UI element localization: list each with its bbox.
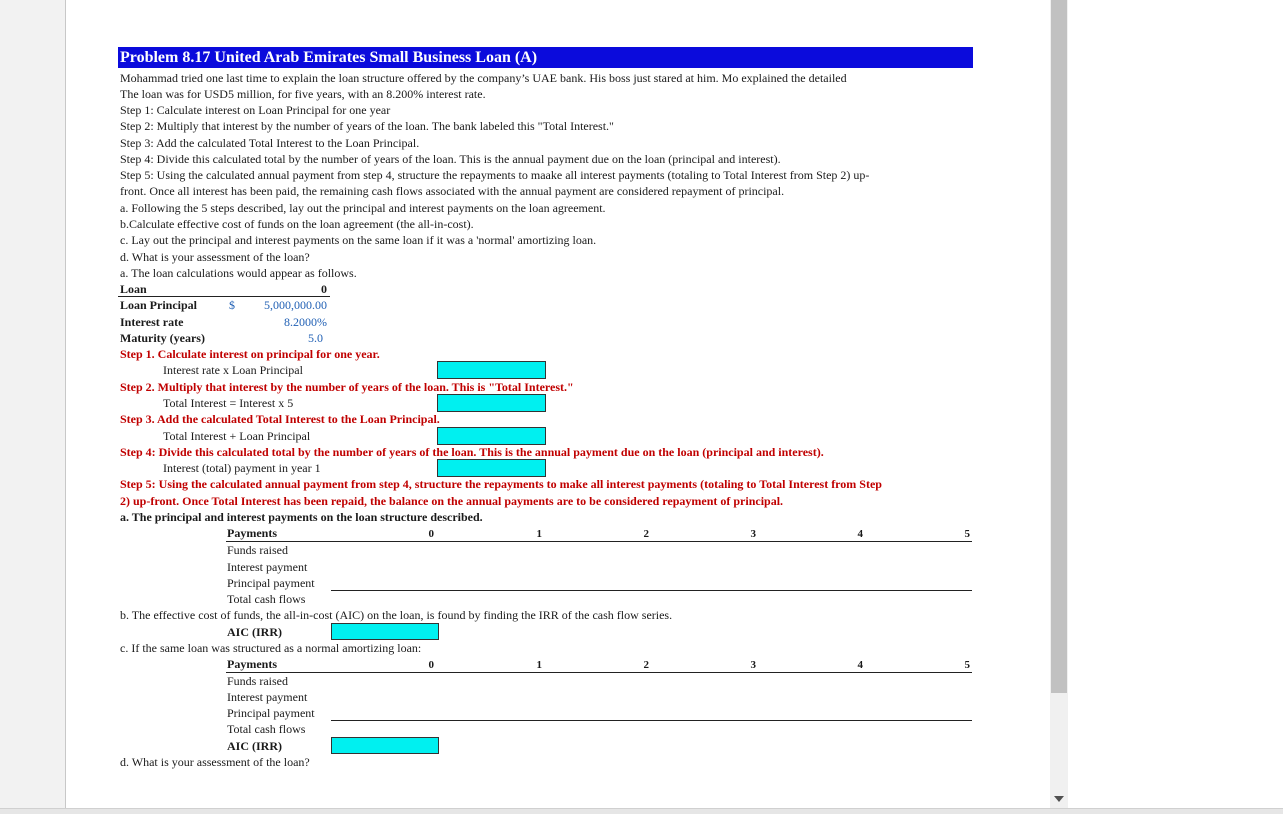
maturity-value: 5.0 [308, 331, 323, 345]
part-d-text: d. What is your assessment of the loan? [120, 755, 310, 769]
intro-line: c. Lay out the principal and interest payments on the same loan if it was a 'normal' amortizing loan. [120, 233, 597, 247]
table-a-year: 4 [857, 528, 863, 540]
intro-line: d. What is your assessment of the loan? [120, 250, 310, 264]
table-c-row-label: Interest payment [227, 690, 308, 704]
intro-line: Step 2: Multiply that interest by the number of years of the loan. The bank labeled this "Total Interest." [120, 119, 614, 133]
step5-line1: Step 5: Using the calculated annual payment from step 4, structure the repayments to make all interest payments (totaling to Total Interest from Step [120, 477, 882, 491]
table-a-year: 2 [643, 528, 649, 540]
step1-formula: Interest rate x Loan Principal [163, 363, 303, 377]
table-c-year: 5 [964, 659, 970, 671]
intro-line: Step 3: Add the calculated Total Interest to the Loan Principal. [120, 136, 420, 150]
part-c-text: c. If the same loan was structured as a normal amortizing loan: [120, 641, 422, 655]
step4-formula: Interest (total) payment in year 1 [163, 461, 321, 475]
bottom-edge [0, 808, 1283, 814]
intro-line: a. The loan calculations would appear as follows. [120, 266, 357, 280]
table-c-year: 3 [750, 659, 756, 671]
table-c-row-label: Funds raised [227, 674, 288, 688]
aic-answer-input[interactable] [331, 623, 439, 640]
table-c-year: 1 [536, 659, 542, 671]
divider [118, 296, 330, 297]
table-a-row-label: Principal payment [227, 576, 315, 590]
table-a-header-rule [226, 541, 972, 542]
step5-line2: 2) up-front. Once Total Interest has been repaid, the balance on the annual payments are to be considered repayment of principal. [120, 494, 784, 508]
table-c-row-label: Principal payment [227, 706, 315, 720]
table-c-row-label: Total cash flows [227, 722, 306, 736]
maturity-label: Maturity (years) [120, 331, 205, 345]
intro-line: The loan was for USD5 million, for five years, with an 8.200% interest rate. [120, 87, 486, 101]
loan-header-label: Loan [120, 282, 147, 296]
loan-principal-value: 5,000,000.00 [264, 298, 327, 312]
table-a-row-label: Interest payment [227, 560, 308, 574]
table-c-year: 4 [857, 659, 863, 671]
left-gutter [25, 0, 65, 808]
step3-formula: Total Interest + Loan Principal [163, 429, 311, 443]
loan-header-value: 0 [321, 282, 327, 296]
step4-answer-input[interactable] [437, 459, 546, 477]
step1-answer-input[interactable] [437, 361, 546, 379]
table-a-year: 0 [428, 528, 434, 540]
intro-line: b.Calculate effective cost of funds on the loan agreement (the all-in-cost). [120, 217, 474, 231]
aic-c-answer-input[interactable] [331, 737, 439, 754]
table-c-year: 2 [643, 659, 649, 671]
step4-title: Step 4: Divide this calculated total by the number of years of the loan. This is the annual payment due on the loan (principal and interest). [120, 445, 824, 459]
table-a-year: 5 [964, 528, 970, 540]
table-c-year: 0 [428, 659, 434, 671]
part-a-heading: a. The principal and interest payments on the loan structure described. [120, 510, 483, 524]
intro-line: Step 1: Calculate interest on Loan Principal for one year [120, 103, 391, 117]
aic-label-c: AIC (IRR) [227, 739, 282, 753]
scrollbar-thumb[interactable] [1051, 0, 1067, 693]
intro-line: a. Following the 5 steps described, lay out the principal and interest payments on the loan agreement. [120, 201, 606, 215]
table-a-total-rule [331, 590, 972, 591]
scroll-down-arrow-icon[interactable] [1054, 796, 1064, 802]
part-b-text: b. The effective cost of funds, the all-in-cost (AIC) on the loan, is found by finding the IRR of the cash flow series. [120, 608, 673, 622]
problem-title: Problem 8.17 United Arab Emirates Small Business Loan (A) [118, 47, 973, 68]
step2-answer-input[interactable] [437, 394, 546, 412]
step2-title: Step 2. Multiply that interest by the number of years of the loan. This is "Total Interest." [120, 380, 574, 394]
interest-rate-label: Interest rate [120, 315, 184, 329]
currency-symbol: $ [229, 298, 235, 312]
interest-rate-value: 8.2000% [284, 315, 327, 329]
step3-title: Step 3. Add the calculated Total Interest to the Loan Principal. [120, 412, 440, 426]
table-a-row-label: Funds raised [227, 543, 288, 557]
intro-line: Mohammad tried one last time to explain the loan structure offered by the company’s UAE bank. His boss just stared at him. Mo explained the detailed [120, 71, 847, 85]
step3-answer-input[interactable] [437, 427, 546, 445]
table-a-header: Payments [227, 526, 277, 540]
table-c-total-rule [331, 720, 972, 721]
table-c-header-rule [226, 672, 972, 673]
step2-formula: Total Interest = Interest x 5 [163, 396, 294, 410]
table-c-header: Payments [227, 657, 277, 671]
table-a-year: 1 [536, 528, 542, 540]
intro-line: Step 4: Divide this calculated total by the number of years of the loan. This is the annual payment due on the loan (principal and interest). [120, 152, 781, 166]
intro-line: Step 5: Using the calculated annual payment from step 4, structure the repayments to maake all interest payments (totaling to Total Interest from Step 2) up- [120, 168, 870, 182]
table-a-year: 3 [750, 528, 756, 540]
intro-line: front. Once all interest has been paid, the remaining cash flows associated with the annual payment are considered repayment of principal. [120, 184, 785, 198]
table-a-row-label: Total cash flows [227, 592, 306, 606]
aic-label: AIC (IRR) [227, 625, 282, 639]
loan-principal-label: Loan Principal [120, 298, 198, 312]
step1-title: Step 1. Calculate interest on principal for one year. [120, 347, 380, 361]
